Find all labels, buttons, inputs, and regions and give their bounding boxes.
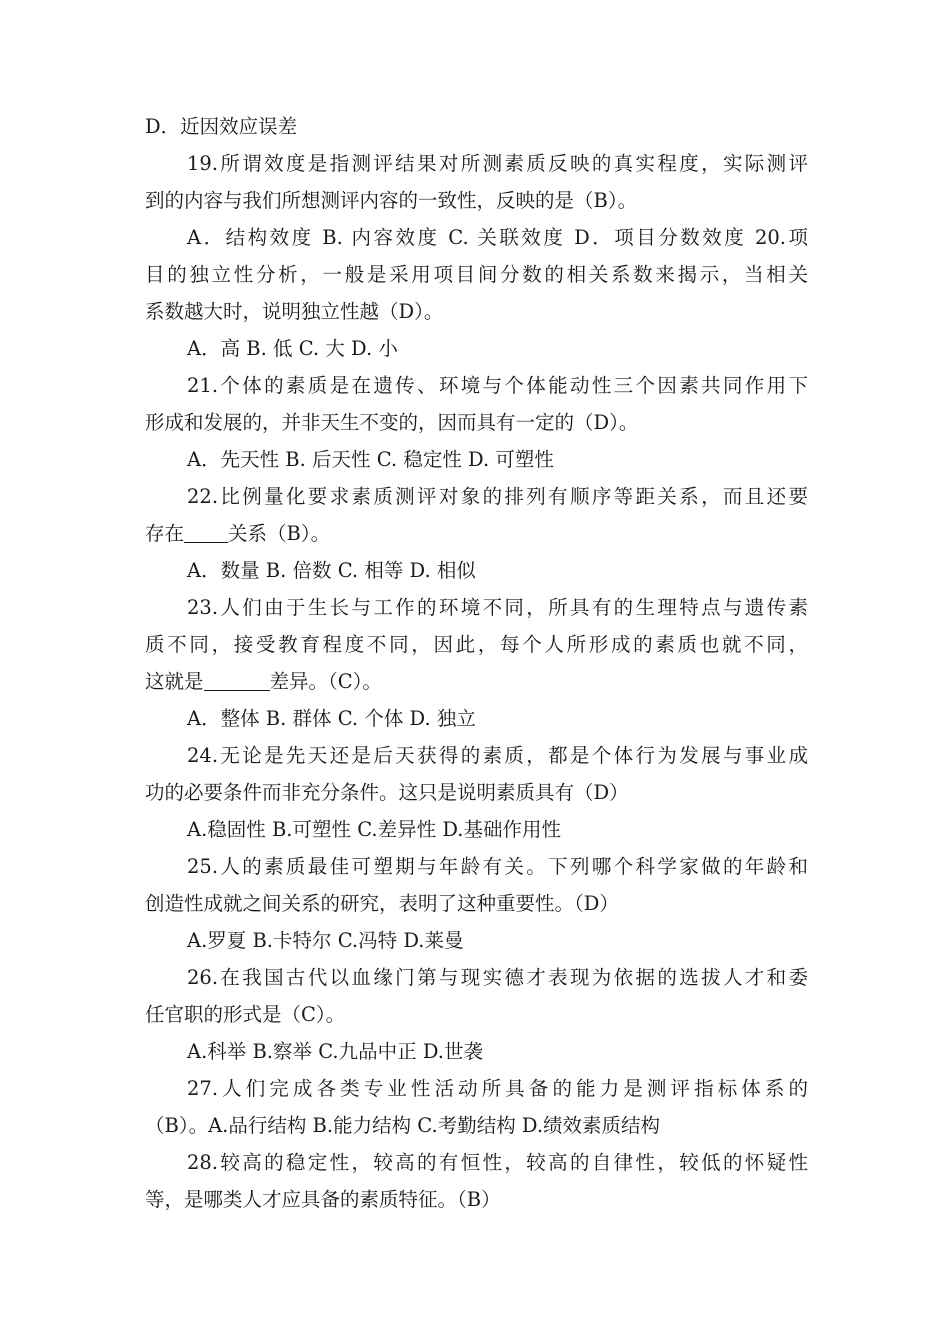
question-20-options: A．高 B. 低 C. 大 D. 小 [187,337,398,360]
text-segment: 这就是 [145,670,204,693]
text-segment: 差异。（C）。 [269,670,382,693]
question-23-line-3 [145,663,808,700]
question-21-line-1: 21.个体的素质是在遗传、环境与个体能动性三个因素共同作用下 [187,374,808,397]
question-27-line-2: （B）。A.品行结构 B.能力结构 C.考勤结构 D.绩效素质结构 [145,1114,661,1137]
text-segment: 关系（B）。 [228,522,331,545]
question-19-line-2: 到的内容与我们所想测评内容的一致性，反映的是（B）。 [145,189,638,212]
question-26-line-1: 26.在我国古代以血缘门第与现实德才表现为依据的选拔人才和委 [187,966,808,989]
text-segment: 存在 [145,522,185,545]
question-23-line-2: 质不同，接受教育程度不同，因此，每个人所形成的素质也就不同， [145,633,808,656]
fill-in-blank [184,522,228,543]
question-21-line-2: 形成和发展的，并非天生不变的，因而具有一定的（D）。 [145,411,639,434]
question-22-options: A．数量 B. 倍数 C. 相等 D. 相似 [187,559,476,582]
question-28-line-1: 28.较高的稳定性，较高的有恒性，较高的自律性，较低的怀疑性 [187,1151,808,1174]
question-25-options: A.罗夏 B.卡特尔 C.冯特 D.莱曼 [187,929,464,952]
question-22-line-2 [145,515,808,552]
question-23-line-1: 23.人们由于生长与工作的环境不同，所具有的生理特点与遗传素 [187,596,808,619]
question-26-line-2: 任官职的形式是（C）。 [145,1003,346,1026]
question-19-line-1: 19.所谓效度是指测评结果对所测素质反映的真实程度，实际测评 [187,152,808,175]
question-28-line-2: 等，是哪类人才应具备的素质特征。（B） [145,1188,501,1211]
question-21-options: A．先天性 B. 后天性 C. 稳定性 D. 可塑性 [187,448,554,471]
text-line: D．近因效应误差 [145,115,298,138]
fill-in-blank [204,670,270,691]
question-27-line-1: 27.人们完成各类专业性活动所具备的能力是测评指标体系的 [187,1077,808,1100]
question-20-line-1: 目的独立性分析，一般是采用项目间分数的相关系数来揭示，当相关 [145,263,808,286]
question-25-line-1: 25.人的素质最佳可塑期与年龄有关。下列哪个科学家做的年龄和 [187,855,808,878]
question-24-options: A.稳固性 B.可塑性 C.差异性 D.基础作用性 [187,818,561,841]
question-19-options: A．结构效度 B. 内容效度 C. 关联效度 D．项目分数效度 20.项 [187,226,808,249]
question-25-line-2: 创造性成就之间关系的研究，表明了这种重要性。（D） [145,892,619,915]
question-24-line-1: 24.无论是先天还是后天获得的素质，都是个体行为发展与事业成 [187,744,808,767]
question-26-options: A.科举 B.察举 C.九品中正 D.世袭 [187,1040,483,1063]
question-23-options: A．整体 B. 群体 C. 个体 D. 独立 [187,707,476,730]
question-24-line-2: 功的必要条件而非充分条件。这只是说明素质具有（D） [145,781,629,804]
question-20-line-2: 系数越大时，说明独立性越（D）。 [145,300,444,323]
question-22-line-1: 22.比例量化要求素质测评对象的排列有顺序等距关系，而且还要 [187,485,808,508]
